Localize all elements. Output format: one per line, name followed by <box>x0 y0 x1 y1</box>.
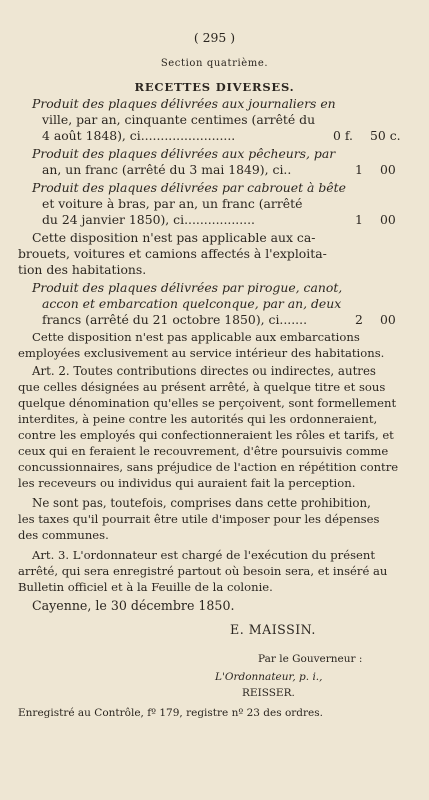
section-heading: RECETTES DIVERSES. <box>134 80 295 94</box>
item-1-amount-francs: 0 f. <box>333 128 353 143</box>
article-3-line-1: Art. 3. L'ordonnateur est chargé de l'exécution du présent <box>32 548 376 562</box>
article-2-line-6: ceux qui en feraient le recouvrement, d'être poursuivis comme <box>18 444 389 458</box>
item-3-line-1: Produit des plaques délivrées par cabrouet à bête <box>32 180 346 195</box>
note-1-line-1: Cette disposition n'est pas applicable aux ca- <box>32 230 316 245</box>
item-2-line-2: an, un franc (arrêté du 3 mai 1849), ci.. <box>42 162 292 177</box>
item-1-line-3: 4 août 1848), ci........................ <box>42 128 236 143</box>
note-2-line-2: employées exclusivement au service intérieur des habitations. <box>18 346 385 360</box>
article-2-line-1: Art. 2. Toutes contributions directes ou indirectes, autres <box>32 364 376 378</box>
note-1-line-3: tion des habitations. <box>18 262 147 277</box>
signature-role-name: REISSER. <box>242 687 295 699</box>
article-3-line-3: Bulletin officiel et à la Feuille de la colonie. <box>18 580 273 594</box>
item-2-line-1: Produit des plaques délivrées aux pêcheurs, par <box>32 146 336 161</box>
exception-line-1: Ne sont pas, toutefois, comprises dans cette prohibition, <box>32 496 371 510</box>
item-4-line-1: Produit des plaques délivrées par pirogue, canot, <box>32 280 343 295</box>
item-2-amount-francs: 1 <box>355 162 363 177</box>
registration-footer: Enregistré au Contrôle, fº 179, registre nº 23 des ordres. <box>18 707 323 719</box>
article-2-line-3: quelque dénomination qu'elles se perçoivent, sont formellement <box>18 396 397 410</box>
item-3-amount-cents: 00 <box>380 212 396 227</box>
article-2-line-4: interdites, à peine contre les autorités qui les ordonneraient, <box>18 412 378 426</box>
article-2-line-7: concussionnaires, sans préjudice de l'action en répétition contre <box>18 460 399 474</box>
item-2-amount-cents: 00 <box>380 162 396 177</box>
section-title: Section quatrième. <box>160 58 269 69</box>
note-2-line-1: Cette disposition n'est pas applicable aux embarcations <box>32 330 360 344</box>
page-number: ( 295 ) <box>193 30 236 45</box>
article-2-line-2: que celles désignées au présent arrêté, à quelque titre et sous <box>18 380 386 394</box>
item-3-line-3: du 24 janvier 1850), ci.................. <box>42 212 255 227</box>
article-2-line-5: contre les employés qui confectionneraient les rôles et tarifs, et <box>18 428 394 442</box>
exception-line-2: les taxes qu'il pourrait être utile d'imposer pour les dépenses <box>18 512 380 526</box>
item-3-amount-francs: 1 <box>355 212 363 227</box>
item-4-amount-cents: 00 <box>380 312 396 327</box>
exception-line-3: des communes. <box>18 528 109 542</box>
item-1-line-2: ville, par an, cinquante centimes (arrêté du <box>42 112 316 127</box>
item-1-line-1: Produit des plaques délivrées aux journaliers en <box>32 96 336 111</box>
signature-role: L'Ordonnateur, p. i., <box>215 671 323 683</box>
item-4-line-2: accon et embarcation quelconque, par an, deux <box>42 296 342 311</box>
item-4-amount-francs: 2 <box>355 312 363 327</box>
date-line: Cayenne, le 30 décembre 1850. <box>32 598 235 613</box>
item-4-line-3: francs (arrêté du 21 octobre 1850), ci....... <box>42 312 308 327</box>
signature-by-line: Par le Gouverneur : <box>258 653 363 665</box>
note-1-line-2: brouets, voitures et camions affectés à l'exploita- <box>18 246 327 261</box>
item-3-line-2: et voiture à bras, par an, un franc (arrêté <box>42 196 303 211</box>
article-2-line-8: les receveurs ou individus qui auraient fait la perception. <box>18 476 356 490</box>
item-1-amount-cents: 50 c. <box>370 128 401 143</box>
article-3-line-2: arrêté, qui sera enregistré partout où besoin sera, et inséré au <box>18 564 388 578</box>
signature-name: E. MAISSIN. <box>230 622 316 637</box>
